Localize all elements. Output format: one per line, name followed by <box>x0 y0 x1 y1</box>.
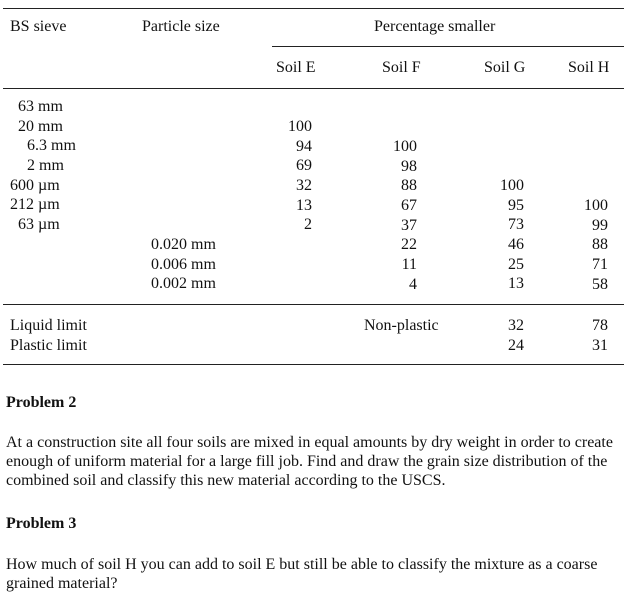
sieve-value: 2 mm <box>27 157 64 175</box>
soil-g-liquid-limit: 32 <box>508 317 524 334</box>
table-top-rule <box>3 8 624 9</box>
soil-f-value: 67 <box>401 197 417 215</box>
header-percentage-smaller: Percentage smaller <box>374 18 496 35</box>
problem-2-title: Problem 2 <box>6 394 77 411</box>
particle-size-value: 0.020 mm <box>151 236 216 253</box>
problem-3-title: Problem 3 <box>6 515 77 532</box>
soil-e-value: 94 <box>296 137 312 155</box>
table-bottom-rule <box>3 364 624 365</box>
liquid-limit-label: Liquid limit <box>10 317 87 334</box>
particle-size-value: 0.002 mm <box>151 275 216 293</box>
soil-g-column <box>488 176 524 294</box>
soil-g-value: 25 <box>508 255 524 273</box>
particle-size-value: 0.006 mm <box>151 255 216 273</box>
soil-h-value: 71 <box>592 256 608 274</box>
soil-g-plastic-limit: 24 <box>508 337 524 354</box>
header-group-rule <box>272 46 624 47</box>
soil-f-non-plastic: Non-plastic <box>364 317 439 334</box>
sieve-column <box>10 97 100 235</box>
soil-f-value: 37 <box>401 216 417 234</box>
soil-h-value: 100 <box>584 197 608 214</box>
sieve-value: 212 µm <box>10 196 60 214</box>
soil-e-value: 13 <box>296 196 312 214</box>
soil-f-value: 22 <box>401 236 417 254</box>
header-soil-g: Soil G <box>484 59 526 76</box>
soil-h-value: 58 <box>592 275 608 293</box>
soil-h-liquid-limit: 78 <box>592 317 608 334</box>
header-soil-h: Soil H <box>568 59 610 76</box>
sieve-value: 6.3 mm <box>27 137 76 155</box>
soil-f-value: 100 <box>393 138 417 155</box>
sieve-value: 63 mm <box>18 98 63 115</box>
soil-f-value: 88 <box>401 177 417 195</box>
soil-h-column <box>572 196 608 294</box>
header-soil-e: Soil E <box>276 59 316 76</box>
soil-f-column <box>381 137 417 295</box>
soil-e-column <box>276 117 312 235</box>
problem-3-text: How much of soil H you can add to soil E but still be able to classify the mixture as a coarse grained material? <box>6 556 598 592</box>
problem-2-text: At a construction site all four soils are mixed in equal amounts by dry weight in order to create enough of uniform material for a large fill job. Find and draw the grain size distribution of the combined soil and classify this new material according to the USCS. <box>6 434 613 489</box>
soil-e-value: 69 <box>296 157 312 175</box>
plastic-limit-label: Plastic limit <box>10 337 87 354</box>
soil-e-value: 32 <box>296 177 312 195</box>
limits-top-rule <box>3 304 624 305</box>
soil-e-value: 100 <box>288 118 312 135</box>
header-bottom-rule <box>3 88 624 89</box>
sieve-value: 20 mm <box>18 117 63 135</box>
soil-g-value: 13 <box>508 275 524 293</box>
soil-g-value: 73 <box>508 216 524 234</box>
soil-g-value: 95 <box>508 196 524 214</box>
soil-f-value: 98 <box>401 157 417 175</box>
particle-size-column <box>151 235 251 294</box>
soil-h-value: 99 <box>592 216 608 234</box>
header-bs-sieve: BS sieve <box>10 18 67 35</box>
soil-h-value: 88 <box>592 236 608 254</box>
soil-e-value: 2 <box>304 216 312 234</box>
soil-f-value: 4 <box>409 275 417 293</box>
soil-h-plastic-limit: 31 <box>592 337 608 354</box>
sieve-value: 63 µm <box>18 216 60 234</box>
sieve-value: 600 µm <box>10 176 60 194</box>
soil-g-value: 100 <box>500 177 524 194</box>
header-soil-f: Soil F <box>382 59 421 76</box>
soil-g-value: 46 <box>508 236 524 254</box>
header-particle-size: Particle size <box>142 18 220 35</box>
soil-f-value: 11 <box>401 256 417 274</box>
